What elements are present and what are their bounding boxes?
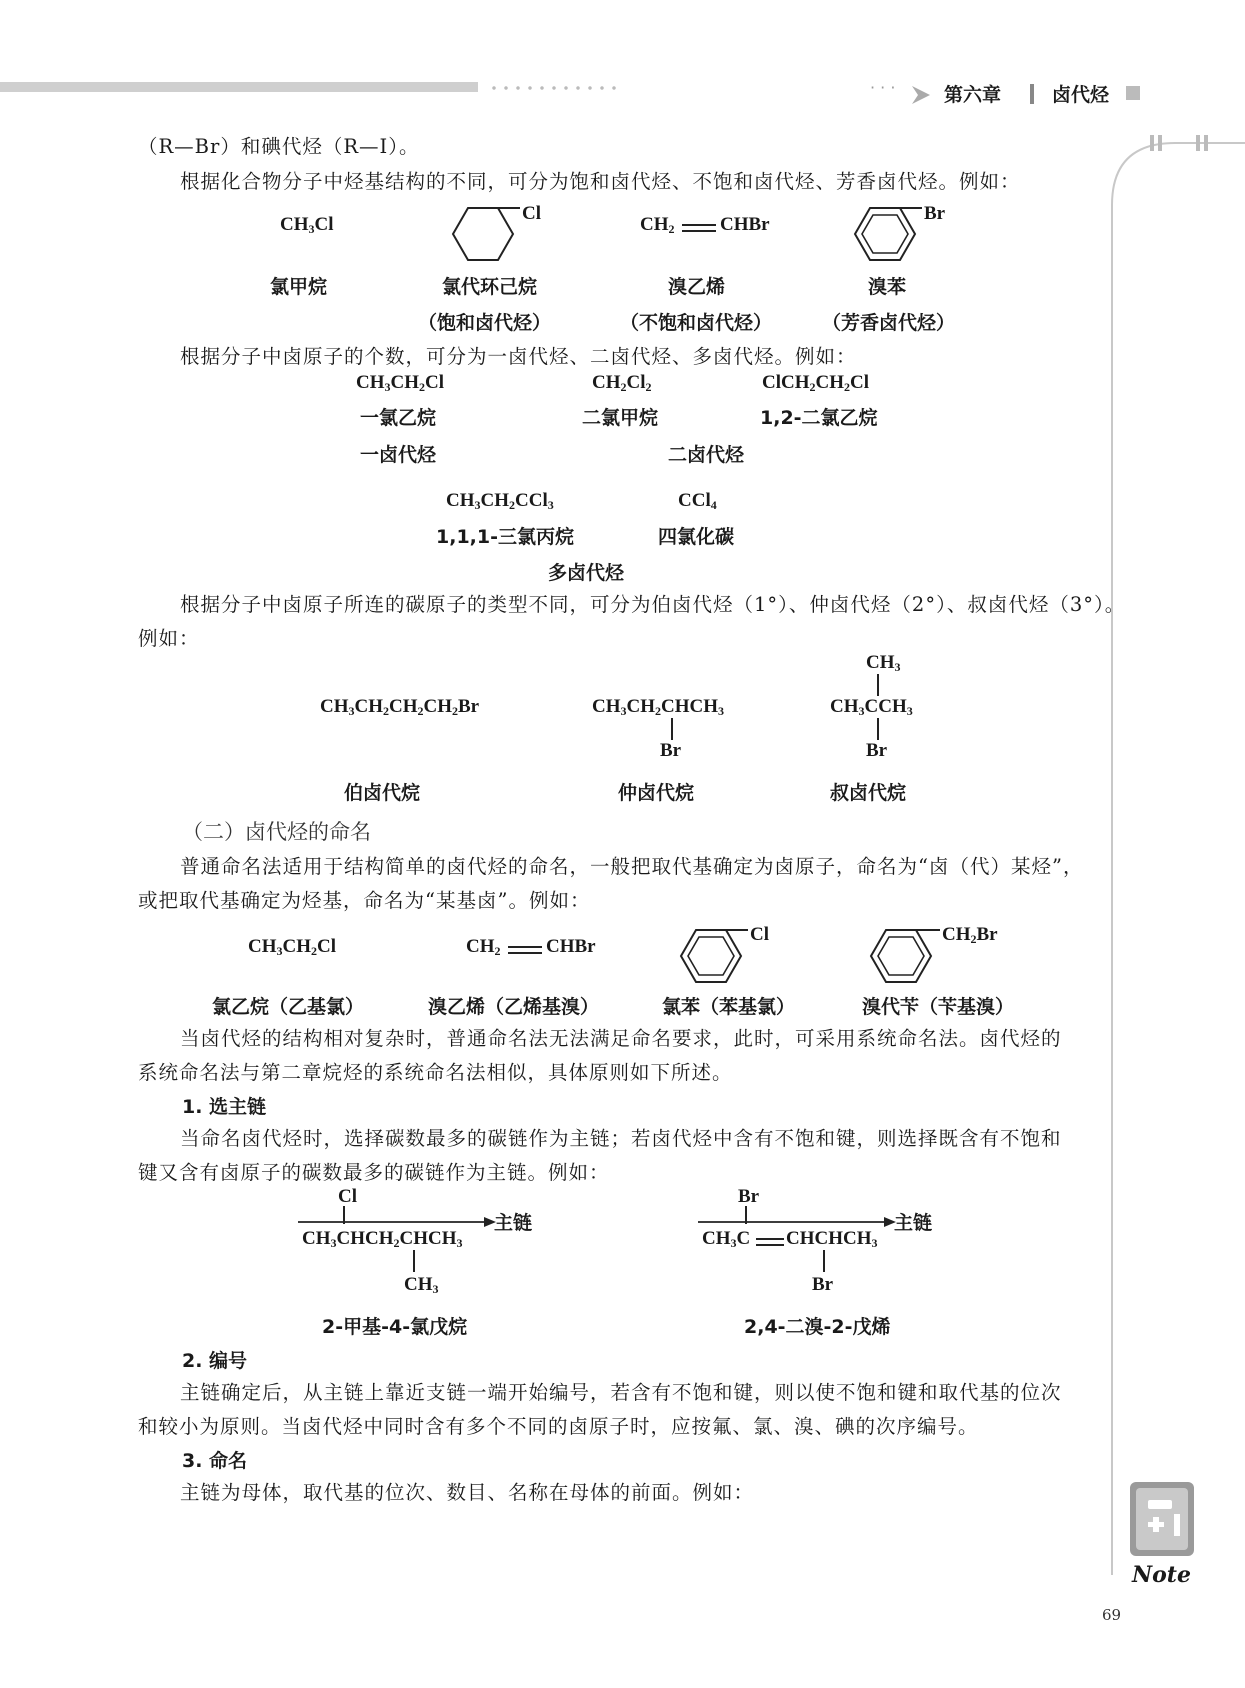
double-bond-1 <box>680 222 718 234</box>
br-label-1: Br <box>924 203 946 224</box>
row1-label-3: 溴乙烯 <box>668 276 726 298</box>
bond-line-br-down <box>822 1250 826 1272</box>
formula-1-bromobutane: $CH_3CH_2CH_2CH_2Br$ <box>320 696 480 718</box>
row5-name-1: 2-甲基-4-氯戊烷 <box>322 1316 468 1338</box>
header-dots <box>488 86 618 90</box>
section-heading-2: （二）卤代烃的命名 <box>182 820 371 844</box>
row1-type-3: （芳香卤代烃） <box>822 312 956 334</box>
formula-ch3ch2cl-2: $CH_3CH_2Cl$ <box>248 936 336 958</box>
row5-name-2: 2,4-二溴-2-戊烯 <box>744 1316 891 1338</box>
page-number: 69 <box>1102 1606 1122 1624</box>
formula-ch3-top: $CH_3$ <box>866 652 901 674</box>
cyclohexane-ring <box>448 200 558 270</box>
row1-type-2: （不饱和卤代烃） <box>620 312 773 334</box>
row3-label-1: 伯卤代烷 <box>344 782 421 804</box>
formula-ch2cl2: $CH_2Cl_2$ <box>592 372 652 394</box>
formula-ch2chbr: $CH_2$ <box>640 214 675 236</box>
paragraph-3: 根据分子中卤原子的个数，可分为一卤代烃、二卤代烃、多卤代烃。例如： <box>180 345 857 368</box>
formula-clch2ch2cl: $ClCH_2CH_2Cl$ <box>762 372 869 394</box>
heading-numbering: 2. 编号 <box>182 1350 248 1372</box>
row2-name-2: 二氯甲烷 <box>582 407 659 429</box>
formula-ch3cch3: $CH_3CCH_3$ <box>830 696 913 718</box>
formula-chchch3: $CHCHCH_3$ <box>786 1228 878 1250</box>
paragraph-1: （R—Br）和碘代烃（R—I）。 <box>138 135 420 158</box>
paragraph-5a: 普通命名法适用于结构简单的卤代烃的命名，一般把取代基确定为卤原子，命名为“卤（代）某烃”， <box>180 855 1084 878</box>
note-label: Note <box>1132 1562 1191 1588</box>
row1-label-1: 氯甲烷 <box>270 276 328 298</box>
formula-ch3c: $CH_3C$ <box>702 1228 751 1250</box>
br-label-tert: Br <box>866 740 888 761</box>
formula-2-bromobutane: $CH_3CH_2CHCH_3$ <box>592 696 724 718</box>
paragraph-5b: 或把取代基确定为烃基，命名为“某基卤”。例如： <box>138 889 591 912</box>
bond-line-2br <box>670 718 674 740</box>
formula-ch3-bottom: $CH_3$ <box>404 1274 439 1296</box>
margin-curve <box>1100 135 1245 1585</box>
double-bond-3 <box>754 1236 786 1248</box>
header-bar <box>0 82 478 92</box>
row4-label-3: 氯苯（苯基氯） <box>662 996 796 1018</box>
cl-label-3: Cl <box>338 1186 357 1207</box>
row3-label-2: 仲卤代烷 <box>618 782 695 804</box>
header-chapter: 第六章 <box>944 84 1002 106</box>
row3-label-3: 叔卤代烷 <box>830 782 907 804</box>
paragraph-6b: 系统命名法与第二章烷烃的系统命名法相似，具体原则如下所述。 <box>138 1061 733 1084</box>
heading-naming: 3. 命名 <box>182 1450 248 1472</box>
paragraph-7a: 当命名卤代烃时，选择碳数最多的碳链作为主链；若卤代烃中含有不饱和键，则选择既含有不饱和 <box>180 1127 1062 1150</box>
header-arrow-icon <box>910 84 932 106</box>
chbr-label-2: CHBr <box>546 936 596 957</box>
header-square-icon <box>1126 86 1140 100</box>
row2-name2-2: 四氯化碳 <box>658 526 735 548</box>
row2-type-1: 一卤代烃 <box>360 444 437 466</box>
header-dots-right: · · · <box>870 78 896 97</box>
row2-name2-1: 1,1,1-三氯丙烷 <box>436 526 574 548</box>
row4-label-1: 氯乙烷（乙基氯） <box>212 996 365 1018</box>
chbr-label-1: CHBr <box>720 214 770 235</box>
header-separator <box>1030 84 1034 104</box>
paragraph-6a: 当卤代烃的结构相对复杂时，普通命名法无法满足命名要求，此时，可采用系统命名法。卤代烃的 <box>180 1027 1062 1050</box>
double-bond-2 <box>506 944 544 956</box>
bond-line-tert-top <box>876 674 880 696</box>
paragraph-8b: 和较小为原则。当卤代烃中同时含有多个不同的卤原子时，应按氟、氯、溴、碘的次序编号。 <box>138 1415 979 1438</box>
cl-label-2: Cl <box>750 924 769 945</box>
br-label-4: Br <box>812 1274 834 1295</box>
row2-name-3: 1,2-二氯乙烷 <box>760 407 878 429</box>
br-label-3: Br <box>738 1186 760 1207</box>
main-chain-arrow-2 <box>698 1206 898 1230</box>
bond-line-tert-bottom <box>876 718 880 740</box>
paragraph-2: 根据化合物分子中烃基结构的不同，可分为饱和卤代烃、不饱和卤代烃、芳香卤代烃。例如： <box>180 170 1021 193</box>
formula-ccl4: CCl$_4$ <box>678 490 717 512</box>
heading-select-main-chain: 1. 选主链 <box>182 1096 267 1118</box>
row1-type-1: （饱和卤代烃） <box>418 312 552 334</box>
paragraph-4a: 根据分子中卤原子所连的碳原子的类型不同，可分为伯卤代烃（1°）、仲卤代烃（2°）、叔卤代烃（3°）。 <box>180 593 1126 616</box>
main-chain-label-1: 主链 <box>494 1212 533 1234</box>
main-chain-arrow-1 <box>298 1206 498 1230</box>
bond-line-ch3-down <box>412 1250 416 1272</box>
paragraph-9: 主链为母体，取代基的位次、数目、名称在母体的前面。例如： <box>180 1481 755 1504</box>
paragraph-7b: 键又含有卤原子的碳数最多的碳链作为主链。例如： <box>138 1161 610 1184</box>
br-label-2br: Br <box>660 740 682 761</box>
main-chain-label-2: 主链 <box>894 1212 933 1234</box>
row2-type-3: 多卤代烃 <box>548 562 625 584</box>
row4-label-4: 溴代苄（苄基溴） <box>862 996 1015 1018</box>
header-title: 卤代烃 <box>1052 84 1110 106</box>
row4-label-2: 溴乙烯（乙烯基溴） <box>428 996 600 1018</box>
formula-ch3ch2ccl3: $CH_3CH_2CCl_3$ <box>446 490 554 512</box>
row2-name-1: 一氯乙烷 <box>360 407 437 429</box>
formula-2m4clpentane: $CH_3CHCH_2CHCH_3$ <box>302 1228 463 1250</box>
note-icon <box>1126 1478 1198 1560</box>
row1-label-4: 溴苯 <box>868 276 907 298</box>
benzene-ring-cl <box>676 922 786 992</box>
cl-label-1: Cl <box>522 203 541 224</box>
formula-ch3ch2cl: $CH_3CH_2Cl$ <box>356 372 444 394</box>
row1-label-2: 氯代环己烷 <box>442 276 538 298</box>
formula-ch3cl: $CH_3Cl$ <box>280 214 334 236</box>
row2-type-2: 二卤代烃 <box>668 444 745 466</box>
paragraph-4b: 例如： <box>138 627 200 650</box>
formula-ch2br: $CH_2Br$ <box>942 924 998 946</box>
paragraph-8a: 主链确定后，从主链上靠近支链一端开始编号，若含有不饱和键，则以使不饱和键和取代基的位次 <box>180 1381 1062 1404</box>
formula-ch2-2: $CH_2$ <box>466 936 501 958</box>
